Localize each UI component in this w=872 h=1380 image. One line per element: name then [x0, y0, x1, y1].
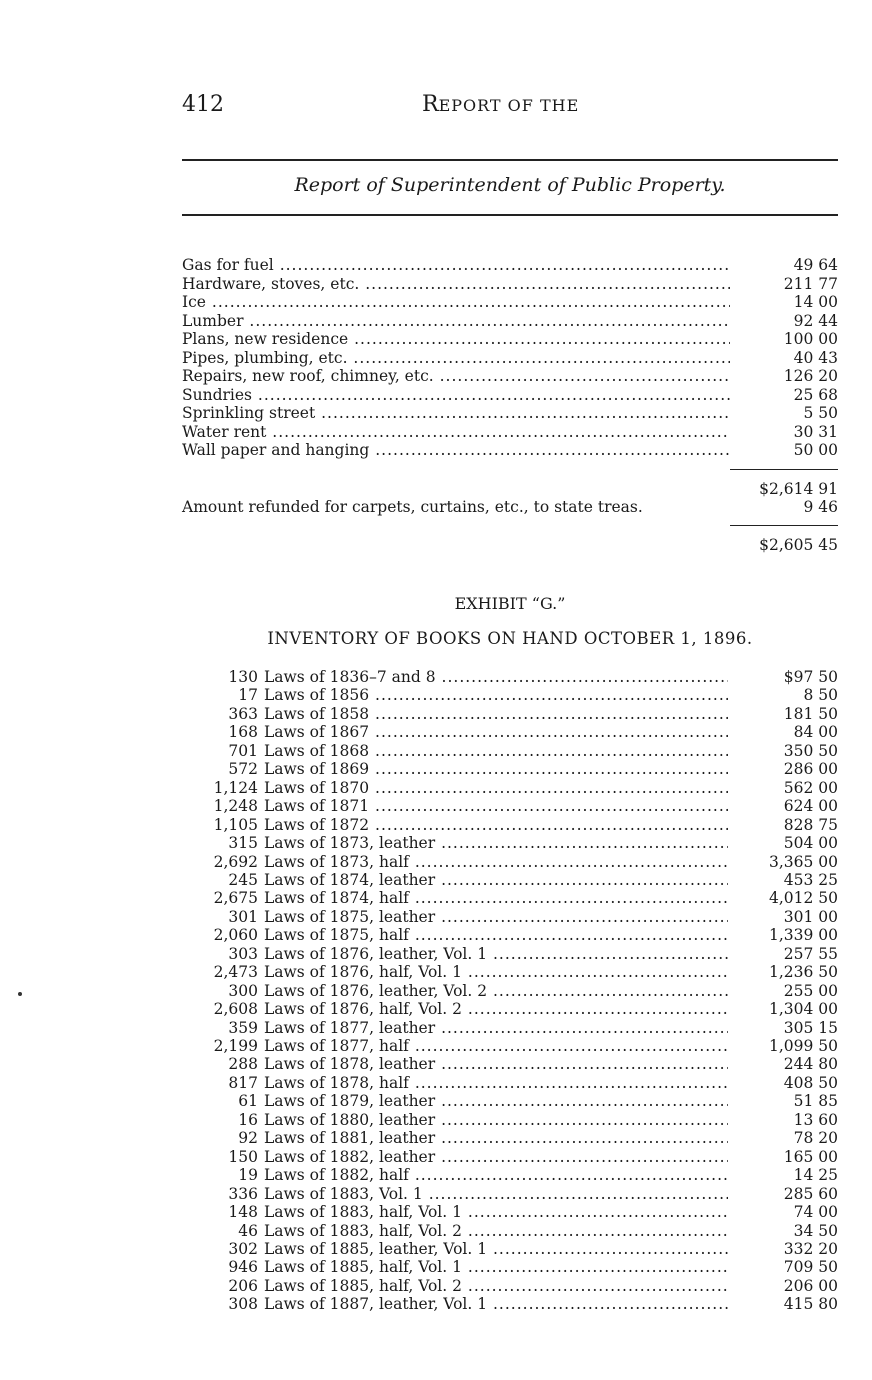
inventory-row: [182, 1074, 838, 1092]
page-header: [182, 88, 838, 128]
inventory-row: [182, 1166, 838, 1184]
inventory-label: Laws of 1887, leather, Vol. 1 .....: [264, 1295, 728, 1313]
expense-amount: 40 43: [793, 348, 838, 367]
expense-row: [182, 386, 838, 404]
inventory-quantity: 2,473: [213, 963, 258, 982]
inventory-amount: 828 75: [783, 815, 838, 834]
inventory-amount: 332 20: [783, 1239, 838, 1258]
inventory-row: [182, 853, 838, 871]
inventory-row: [182, 705, 838, 723]
inventory-amount: 1,099 50: [768, 1037, 838, 1055]
inventory-row: [182, 760, 838, 778]
inventory-row: [182, 1185, 838, 1203]
expense-label: Gas for fuel .....: [182, 256, 730, 274]
inventory-row: [182, 1111, 838, 1129]
inventory-label: Laws of 1868 .....: [264, 742, 728, 760]
inventory-label: Laws of 1882, half .....: [264, 1166, 728, 1184]
expense-label: Sprinkling street .....: [182, 404, 730, 422]
inventory-quantity: 46: [238, 1221, 258, 1240]
inventory-label: Laws of 1885, leather, Vol. 1 .....: [264, 1240, 728, 1258]
inventory-amount: 4,012 50: [768, 889, 838, 908]
bottom-rule: [182, 214, 838, 216]
inventory-quantity: 572: [228, 760, 258, 779]
inventory-label: Laws of 1874, leather .....: [264, 871, 728, 889]
inventory-amount: 165 00: [783, 1147, 838, 1166]
inventory-row: [182, 1092, 838, 1110]
inventory-quantity: 61: [238, 1092, 258, 1111]
inventory-quantity: 1,248: [213, 797, 258, 816]
expense-row: [182, 312, 838, 330]
inventory-amount: 78 20: [793, 1129, 838, 1148]
running-title: [422, 92, 579, 117]
inventory-quantity: 150: [228, 1147, 258, 1166]
expense-amount: 211 77: [783, 274, 838, 293]
total-rule: [730, 525, 838, 526]
inventory-quantity: 308: [228, 1295, 258, 1314]
inventory-quantity: 1,124: [213, 778, 258, 797]
expense-row: [182, 404, 838, 422]
inventory-label: Laws of 1876, leather, Vol. 1 .....: [264, 945, 728, 963]
inventory-row: [182, 908, 838, 926]
inventory-amount: 709 50: [783, 1258, 838, 1277]
expense-label: Pipes, plumbing, etc. .....: [182, 349, 730, 367]
inventory-quantity: 2,199: [213, 1037, 258, 1055]
inventory-row: [182, 742, 838, 760]
inventory-amount: 1,339 00: [768, 926, 838, 945]
inventory-label: Laws of 1876, half, Vol. 1 .....: [264, 963, 728, 981]
inventory-quantity: 301: [228, 907, 258, 926]
inventory-amount: 8 50: [803, 686, 838, 705]
inventory-quantity: 701: [228, 741, 258, 760]
inventory-row: [182, 668, 838, 686]
expense-label: Plans, new residence .....: [182, 330, 730, 348]
inventory-quantity: 303: [228, 944, 258, 963]
inventory-row: [182, 816, 838, 834]
inventory-amount: 1,304 00: [768, 1000, 838, 1019]
inventory-row: [182, 797, 838, 815]
inventory-label: Laws of 1872 .....: [264, 816, 728, 834]
inventory-quantity: 288: [228, 1055, 258, 1074]
subtotal-rule: [730, 469, 838, 470]
expense-amount: 25 68: [793, 385, 838, 404]
inventory-label: Laws of 1877, leather .....: [264, 1019, 728, 1037]
inventory-row: [182, 982, 838, 1000]
inventory-amount: 181 50: [783, 704, 838, 723]
inventory-row: [182, 945, 838, 963]
expense-amount: 100 00: [783, 330, 838, 348]
inventory-row: [182, 1295, 838, 1313]
page-number: 412: [182, 92, 224, 117]
inventory-quantity: 2,060: [213, 926, 258, 945]
inventory-row: [182, 889, 838, 907]
expense-label: Sundries .....: [182, 386, 730, 404]
inventory-amount: 286 00: [783, 760, 838, 779]
inventory-quantity: 300: [228, 981, 258, 1000]
inventory-label: Laws of 1873, leather .....: [264, 834, 728, 852]
inventory-row: [182, 1240, 838, 1258]
inventory-label: Laws of 1856 .....: [264, 686, 728, 704]
inventory-quantity: 1,105: [213, 815, 258, 834]
inventory-label: Laws of 1875, leather .....: [264, 908, 728, 926]
inventory-row: [182, 723, 838, 741]
section-title: Report of Superintendent of Public Property.: [294, 174, 726, 196]
expense-amount: 126 20: [783, 367, 838, 385]
inventory-label: Laws of 1836–7 and 8 .....: [264, 668, 728, 686]
inventory-quantity: 19: [238, 1166, 258, 1185]
inventory-quantity: 2,608: [213, 1000, 258, 1019]
inventory-row: [182, 871, 838, 889]
running-title-initial: R: [422, 92, 439, 117]
refund-label: Amount refunded for carpets, curtains, etc., to state treas.: [182, 498, 643, 516]
inventory-amount: 244 80: [783, 1055, 838, 1074]
inventory-row: [182, 1277, 838, 1295]
inventory-quantity: 17: [238, 686, 258, 705]
inventory-row: [182, 1148, 838, 1166]
inventory-row: [182, 1037, 838, 1055]
expense-amount: 92 44: [793, 311, 838, 330]
inventory-quantity: 315: [228, 834, 258, 853]
inventory-label: Laws of 1870 .....: [264, 779, 728, 797]
expense-row: [182, 423, 838, 441]
exhibit-title: EXHIBIT “G.”: [454, 594, 566, 613]
inventory-row: [182, 1000, 838, 1018]
inventory-label: Laws of 1878, half .....: [264, 1074, 728, 1092]
total-row: [182, 536, 838, 554]
inventory-amount: 453 25: [783, 870, 838, 889]
running-title-rest: EPORT OF THE: [438, 96, 580, 115]
expense-label: Wall paper and hanging .....: [182, 441, 730, 459]
inventory-amount: 14 25: [793, 1166, 838, 1185]
inventory-label: Laws of 1875, half .....: [264, 926, 728, 944]
expense-row: [182, 293, 838, 311]
inventory-amount: 34 50: [793, 1221, 838, 1240]
expense-row: [182, 367, 838, 385]
inventory-label: Laws of 1876, leather, Vol. 2 .....: [264, 982, 728, 1000]
inventory-quantity: 302: [228, 1239, 258, 1258]
inventory-amount: $97 50: [783, 668, 838, 686]
inventory-quantity: 363: [228, 704, 258, 723]
expense-label: Hardware, stoves, etc. .....: [182, 275, 730, 293]
inventory-quantity: 245: [228, 870, 258, 889]
inventory-quantity: 336: [228, 1184, 258, 1203]
total-amount: $2,605 45: [759, 536, 838, 554]
inventory-quantity: 817: [228, 1073, 258, 1092]
inventory-label: Laws of 1881, leather .....: [264, 1129, 728, 1147]
refund-amount: 9 46: [803, 498, 838, 516]
inventory-amount: 3,365 00: [768, 852, 838, 871]
inventory-row: [182, 926, 838, 944]
inventory-row: [182, 1222, 838, 1240]
inventory-row: [182, 686, 838, 704]
inventory-row: [182, 1203, 838, 1221]
inventory-amount: 255 00: [783, 981, 838, 1000]
inventory-row: [182, 834, 838, 852]
inventory-amount: 206 00: [783, 1276, 838, 1295]
refund-row: [182, 498, 838, 516]
inventory-quantity: 16: [238, 1110, 258, 1129]
print-speck: [18, 992, 22, 996]
inventory-row: [182, 1258, 838, 1276]
expense-amount: 30 31: [793, 422, 838, 441]
inventory-label: Laws of 1882, leather .....: [264, 1148, 728, 1166]
inventory-amount: 13 60: [793, 1110, 838, 1129]
inventory-quantity: 148: [228, 1203, 258, 1222]
expense-amount: 50 00: [793, 441, 838, 459]
inventory-label: Laws of 1876, half, Vol. 2 .....: [264, 1000, 728, 1018]
inventory-amount: 305 15: [783, 1018, 838, 1037]
inventory-amount: 74 00: [793, 1203, 838, 1222]
inventory-row: [182, 1129, 838, 1147]
expense-amount: 49 64: [793, 256, 838, 274]
expense-row: [182, 441, 838, 459]
inventory-quantity: 92: [238, 1129, 258, 1148]
inventory-amount: 257 55: [783, 944, 838, 963]
inventory-amount: 415 80: [783, 1295, 838, 1314]
expense-row: [182, 349, 838, 367]
inventory-quantity: 2,675: [213, 889, 258, 908]
inventory-amount: 301 00: [783, 907, 838, 926]
inventory-amount: 1,236 50: [768, 963, 838, 982]
inventory-label: Laws of 1858 .....: [264, 705, 728, 723]
expense-row: [182, 330, 838, 348]
inventory-amount: 285 60: [783, 1184, 838, 1203]
inventory-label: Laws of 1885, half, Vol. 1 .....: [264, 1258, 728, 1276]
inventory-label: Laws of 1883, Vol. 1 .....: [264, 1185, 728, 1203]
inventory-quantity: 946: [228, 1258, 258, 1277]
inventory-quantity: 2,692: [213, 852, 258, 871]
inventory-row: [182, 963, 838, 981]
inventory-amount: 408 50: [783, 1073, 838, 1092]
inventory-label: Laws of 1883, half, Vol. 2 .....: [264, 1222, 728, 1240]
expense-label: Repairs, new roof, chimney, etc. .....: [182, 367, 730, 385]
expense-label: Water rent .....: [182, 423, 730, 441]
inventory-amount: 51 85: [793, 1092, 838, 1111]
inventory-label: Laws of 1869 .....: [264, 760, 728, 778]
inventory-quantity: 168: [228, 723, 258, 742]
inventory-label: Laws of 1877, half .....: [264, 1037, 728, 1055]
inventory-row: [182, 779, 838, 797]
inventory-row: [182, 1055, 838, 1073]
inventory-quantity: 130: [228, 668, 258, 686]
subtotal-row: [182, 480, 838, 498]
subtotal-amount: $2,614 91: [759, 480, 838, 498]
inventory-label: Laws of 1878, leather .....: [264, 1055, 728, 1073]
top-rule: [182, 159, 838, 161]
expense-row: [182, 275, 838, 293]
inventory-amount: 562 00: [783, 778, 838, 797]
inventory-title: INVENTORY OF BOOKS ON HAND OCTOBER 1, 1896.: [267, 629, 753, 648]
inventory-label: Laws of 1883, half, Vol. 1 .....: [264, 1203, 728, 1221]
inventory-amount: 84 00: [793, 723, 838, 742]
inventory-amount: 504 00: [783, 834, 838, 853]
inventory-label: Laws of 1874, half .....: [264, 889, 728, 907]
inventory-label: Laws of 1885, half, Vol. 2 .....: [264, 1277, 728, 1295]
inventory-label: Laws of 1880, leather .....: [264, 1111, 728, 1129]
expense-amount: 5 50: [803, 404, 838, 422]
inventory-label: Laws of 1867 .....: [264, 723, 728, 741]
expense-row: [182, 256, 838, 274]
inventory-amount: 350 50: [783, 741, 838, 760]
inventory-row: [182, 1019, 838, 1037]
inventory-label: Laws of 1879, leather .....: [264, 1092, 728, 1110]
inventory-label: Laws of 1871 .....: [264, 797, 728, 815]
inventory-quantity: 206: [228, 1276, 258, 1295]
inventory-amount: 624 00: [783, 797, 838, 816]
expense-amount: 14 00: [793, 293, 838, 311]
inventory-quantity: 359: [228, 1018, 258, 1037]
inventory-label: Laws of 1873, half .....: [264, 853, 728, 871]
expense-label: Lumber .....: [182, 312, 730, 330]
expense-label: Ice .....: [182, 293, 730, 311]
